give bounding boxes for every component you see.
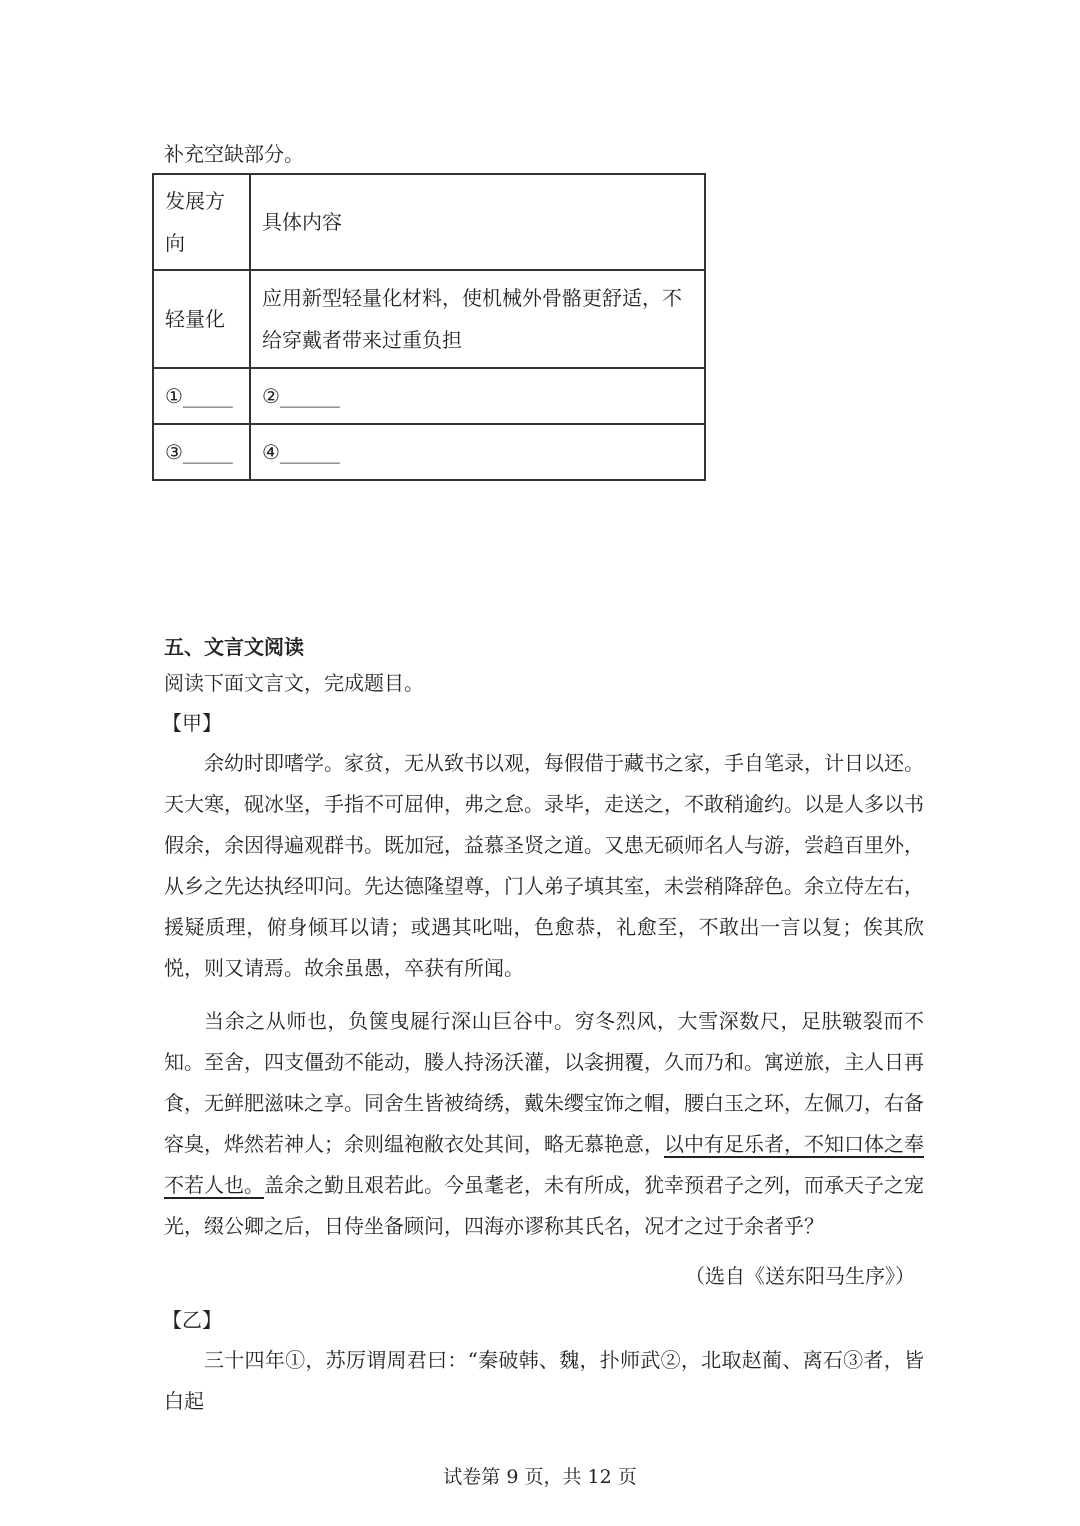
table-cell: 具体内容 [250, 174, 705, 270]
paragraph-text: 三十四年①，苏厉谓周君曰：“秦破韩、魏，扑师武②，北取赵蔺、离石③者，皆白起 [164, 1348, 924, 1413]
paragraph-text-part: 当余之从师也，负箧曳屣行深山巨谷中。穷冬烈风，大雪深数尺，足肤皲裂而不知。至舍，四支僵劲不能动，媵人持汤沃灌，以衾拥覆，久而乃和。寓逆旅，主人日再食，无鲜肥滋味之享。同舍生皆被绮绣，戴朱缨宝饰之帽，腰白玉之环，左佩刀，右备容臭，烨然若神人；余则缊袍敝衣处其间，略无慕艳意， [164, 1009, 924, 1156]
source-citation: （选自《送东阳马生序》） [685, 1264, 915, 1288]
passage-a-tag: 【甲】 [162, 711, 222, 735]
table-cell: 轻量化 [153, 270, 250, 368]
section-instruction: 阅读下面文言文，完成题目。 [164, 671, 424, 695]
blank-cell[interactable]: ③_____ [153, 424, 250, 480]
blank-cell[interactable]: ②______ [250, 368, 705, 424]
passage-b-paragraph-1 [164, 1340, 924, 1422]
intro-text: 补充空缺部分。 [164, 142, 304, 166]
table-row [153, 368, 705, 424]
table-row [153, 174, 705, 270]
table-row [153, 424, 705, 480]
passage-b-tag: 【乙】 [162, 1308, 222, 1332]
table-cell: 发展方向 [153, 174, 250, 270]
section-heading: 五、文言文阅读 [164, 635, 304, 659]
paragraph-text: 余幼时即嗜学。家贫，无从致书以观，每假借于藏书之家，手自笔录，计日以还。天大寒，砚冰坚，手指不可屈伸，弗之怠。录毕，走送之，不敢稍逾约。以是人多以书假余，余因得遍观群书。既加冠，益慕圣贤之道。又患无硕师名人与游，尝趋百里外，从乡之先达执经叩问。先达德隆望尊，门人弟子填其室，未尝稍降辞色。余立侍左右，援疑质理，俯身倾耳以请；或遇其叱咄，色愈恭，礼愈至，不敢出一言以复；俟其欣悦，则又请焉。故余虽愚，卒获有所闻。 [164, 751, 924, 980]
development-table [152, 173, 706, 481]
blank-cell[interactable]: ①_____ [153, 368, 250, 424]
underlined-sentence: 以中有足乐者，不知口体之奉不若人也。 [164, 1132, 924, 1197]
blank-cell[interactable]: ④______ [250, 424, 705, 480]
table-cell: 应用新型轻量化材料，使机械外骨骼更舒适，不给穿戴者带来过重负担 [250, 270, 705, 368]
paragraph-text [164, 1001, 924, 1247]
paragraph-text-part: 盖余之勤且艰若此。今虽耄老，未有所成，犹幸预君子之列，而承天子之宠光，缀公卿之后，日侍坐备顾问，四海亦谬称其氏名，况才之过于余者乎？ [164, 1173, 924, 1238]
passage-a-paragraph-2 [164, 1001, 924, 1247]
page-footer: 试卷第 9 页，共 12 页 [443, 1466, 637, 1488]
passage-a-paragraph-1 [164, 743, 924, 989]
table-row [153, 270, 705, 368]
